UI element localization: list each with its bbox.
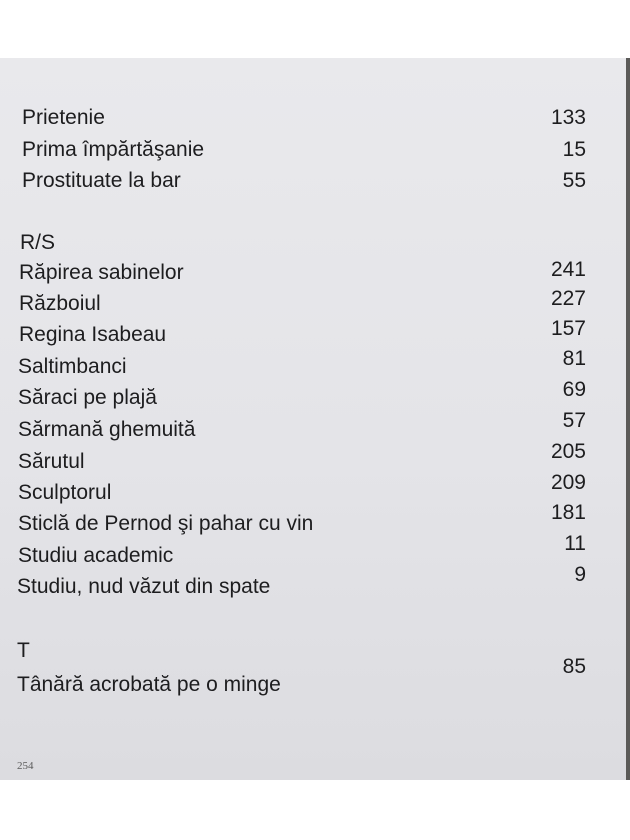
index-entry: [0, 167, 630, 195]
entry-page-number: 209: [550, 471, 586, 494]
entry-title: Tânără acrobată pe o minge: [17, 673, 281, 696]
entry-title: Prietenie: [22, 106, 105, 129]
entry-page-number: 55: [562, 169, 586, 192]
entry-title: Războiul: [19, 292, 101, 315]
entry-page-number: 227: [550, 287, 586, 310]
entry-page-number: 11: [564, 532, 586, 555]
entry-title: Sculptorul: [18, 481, 112, 504]
index-entry: [0, 104, 630, 132]
entry-title: Sticlă de Pernod şi pahar cu vin: [18, 512, 314, 535]
section-letter-t: T: [17, 639, 30, 662]
index-entry: [0, 136, 630, 164]
index-entry: [0, 501, 630, 538]
index-entry: [0, 532, 630, 570]
entry-title: Răpirea sabinelor: [19, 261, 184, 284]
entry-title: Săraci pe plajă: [18, 386, 157, 409]
index-entry: [0, 317, 630, 349]
entry-page-number: 85: [562, 655, 586, 678]
entry-page-number: 9: [574, 563, 586, 586]
index-entry: [0, 655, 630, 699]
entry-title: Studiu academic: [18, 544, 174, 567]
index-entry: [0, 471, 630, 507]
entry-title: Prostituate la bar: [22, 169, 181, 192]
entry-title: Studiu, nud văzut din spate: [17, 575, 271, 598]
index-entry: [0, 287, 630, 318]
entry-title: Saltimbanci: [18, 355, 127, 378]
index-entry: [0, 347, 630, 381]
entry-page-number: 157: [550, 317, 586, 340]
page-folio-number: 254: [17, 760, 34, 772]
entry-page-number: 241: [550, 258, 586, 281]
index-entry: [0, 259, 630, 287]
entry-page-number: 81: [562, 347, 586, 370]
entry-page-number: 133: [550, 106, 586, 129]
index-entry: [0, 440, 630, 476]
entry-title: Sărutul: [18, 450, 85, 473]
entry-page-number: 69: [562, 378, 586, 401]
entry-title: Prima împărtăşanie: [22, 138, 205, 161]
index-entry: [0, 563, 630, 601]
section-letter-rs: R/S: [20, 231, 56, 254]
entry-page-number: 205: [550, 440, 586, 463]
index-entry: [0, 409, 630, 444]
entry-page-number: 57: [562, 409, 586, 432]
entry-title: Sărmană ghemuită: [18, 418, 196, 441]
entry-page-number: 15: [562, 138, 586, 161]
entry-title: Regina Isabeau: [19, 323, 167, 346]
entry-page-number: 181: [550, 501, 586, 524]
index-entry: [0, 378, 630, 412]
